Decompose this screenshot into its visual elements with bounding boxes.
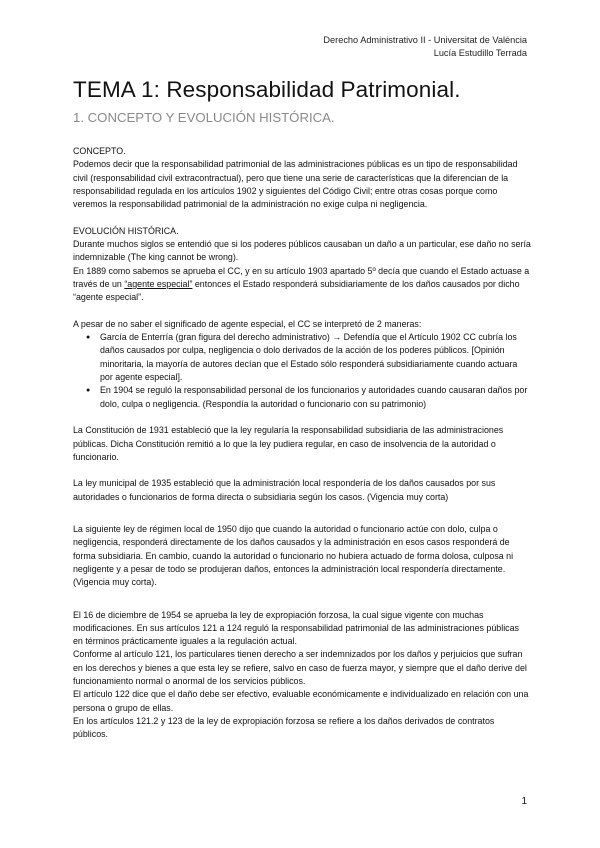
p2-text-after: entonces el Estado responderá subsidiariamente de los daños causados por dicho “agente especial”.: [73, 278, 520, 303]
spacer: [73, 590, 531, 609]
interpretation-list: [73, 331, 531, 411]
agente-especial-underlined: “agente especial”: [124, 278, 193, 289]
spacer: [73, 464, 531, 477]
header-author: Lucía Estudillo Terrada: [433, 48, 527, 58]
articulo-122-paragraph: El artículo 122 dice que el daño debe ser efectivo, evaluable económicamente e individualizado en relación con una persona o grupo de ellas.: [73, 689, 529, 713]
evolucion-paragraph-2: [73, 265, 531, 305]
spacer: [73, 504, 531, 523]
concepto-paragraph: Podemos decir que la responsabilidad patrimonial de las administraciones públicas es un tipo de responsabilidad civil (responsabilidad civil extracontractual), pero que tiene una serie de características que la diferencian de la responsabilidad regulada en los artículos 1902 y siguientes del Código Civil; entre otras cosas porque como veremos la responsabilidad patrimonial de la administración no exige culpa ni negligencia.: [73, 159, 518, 210]
ley-expropiacion-1954-paragraph: El 16 de diciembre de 1954 se aprueba la ley de expropiación forzosa, la cual sigue vigente con muchas modificaciones. En sus artículos 121 a 124 reguló la responsabilidad patrimonial de las administraciones públicas en términos prácticamente iguales a la regulación actual.: [73, 609, 519, 647]
document-body: [73, 145, 531, 741]
ley-municipal-1935-paragraph: La ley municipal de 1935 estableció que la administración local respondería de los daños causados por sus autoridades o funcionarios de forma directa o subsidiaria según los casos. (Vigencia muy corta): [73, 478, 496, 502]
page-title: TEMA 1: Responsabilidad Patrimonial.: [73, 77, 461, 102]
articulos-121-2-123-paragraph: En los artículos 121.2 y 123 de la ley de expropiación forzosa se refiere a los daños derivados de contratos públicos.: [73, 715, 495, 740]
list-item: ● En 1904 se reguló la responsabilidad personal de los funcionarios y autoridades cuando causaran daños por dolo, culpa o negligencia. (Respondía la autoridad o funcionario con su patrimonio): [100, 384, 531, 411]
p2-text-before: En 1889 como sabemos se aprueba el CC, y en su artículo 1903 apartado 5º decía que cuando el Estado actuase a través de un: [73, 265, 530, 289]
concepto-heading: CONCEPTO.: [73, 146, 126, 156]
spacer: [73, 411, 531, 424]
header-course: Derecho Administrativo II - Universitat de València: [323, 35, 527, 45]
list-item: ● García de Enterría (gran figura del derecho administrativo) → Defendía que el Artículo 1902 CC cubría los daños causados por culpa, negligencia o dolo derivados de la acción de los poderes públicos. [Opinión minoritaria, la mayoría de autores decían que el Estado sólo responderá subsidiariamente cuando actuara por agente especial].: [100, 331, 531, 384]
ley-regimen-local-1950-paragraph: La siguiente ley de régimen local de 1950 dijo que cuando la autoridad o funcionario actúe con dolo, culpa o negligencia, responderá directamente de los daños causados y la administración en esos casos responderá de forma subsidiaria. En cambio, cuando la autoridad o funcionario no hubiera actuado de forma dolosa, culposa ni negligente y a pesar de todo se produjeran daños, entonces la administración local respondería directamente. (Vigencia muy corta).: [73, 524, 514, 588]
spacer: [73, 211, 531, 224]
page-number: 1: [521, 796, 527, 807]
evolucion-heading: EVOLUCIÓN HISTÓRICA.: [73, 225, 179, 236]
page-header: [323, 34, 527, 60]
evolucion-paragraph-1: Durante muchos siglos se entendió que si los poderes públicos causaban un daño a un particular, ese daño no sería indemnizable (The king cannot be wrong).: [73, 239, 531, 263]
articulo-121-paragraph: Conforme al artículo 121, los particulares tienen derecho a ser indemnizados por los daños y perjuicios que sufran en los derechos y bienes a que esta ley se refiere, salvo en caso de fuerza mayor, y siempre que el daño derive del funcionamiento normal o anormal de los servicios públicos.: [73, 649, 527, 686]
section-subtitle: 1. CONCEPTO Y EVOLUCIÓN HISTÓRICA.: [73, 110, 335, 125]
constitucion-1931-paragraph: La Constitución de 1931 estableció que la ley regularía la responsabilidad subsidiaria de las administraciones públicas. Dicha Constitución remitió a lo que la ley pudiera regular, en caso de insolvencia de la autoridad o funcionario.: [73, 425, 504, 462]
evolucion-paragraph-3: A pesar de no saber el significado de agente especial, el CC se interpretó de 2 maneras:: [73, 318, 422, 329]
spacer: [73, 305, 531, 318]
